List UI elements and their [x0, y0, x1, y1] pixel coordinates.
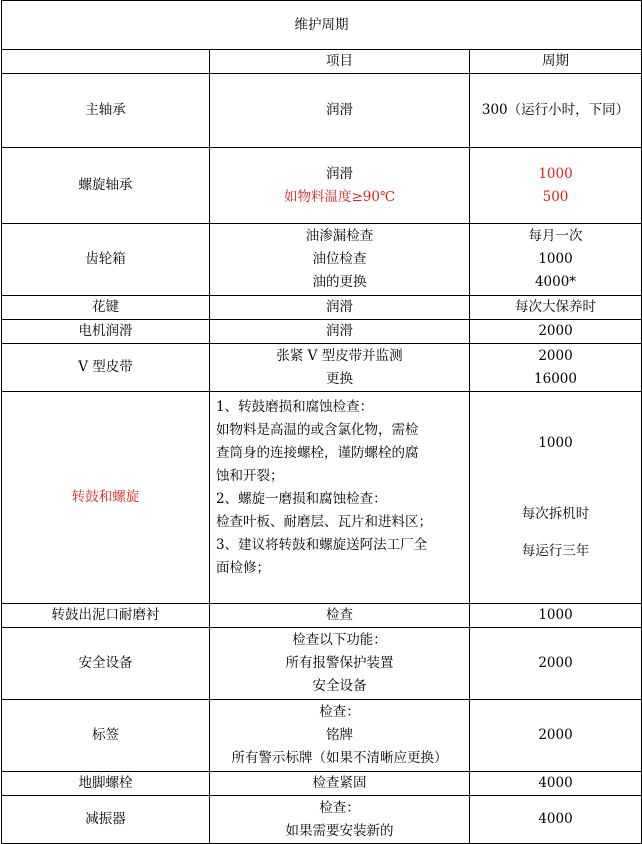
row-item: 检查： 铭牌 所有警示标牌（如果不清晰应更换） [210, 700, 470, 772]
row-item: 油渗漏检查 油位检查 油的更换 [210, 224, 470, 296]
row-cycle: 每次大保养时 [470, 296, 642, 320]
header-blank [2, 50, 210, 74]
row-name: 电机润滑 [2, 320, 210, 344]
header-item: 项目 [210, 50, 470, 74]
highlight-text: 500 [542, 188, 569, 205]
row-item: 检查 [210, 604, 470, 628]
table-title: 维护周期 [2, 1, 642, 50]
table-row [2, 700, 642, 772]
row-cycle: 2000 [470, 700, 642, 772]
highlight-text: 如物料温度≥90℃ [283, 188, 396, 205]
table-row [2, 392, 642, 604]
row-name: 主轴承 [2, 74, 210, 148]
row-item: 润滑 [210, 74, 470, 148]
row-item: 检查紧固 [210, 772, 470, 796]
table-row [2, 796, 642, 844]
maintenance-table [1, 0, 642, 844]
table-row [2, 344, 642, 392]
row-item: 1、转鼓磨损和腐蚀检查： 如物料是高温的或含氯化物，需检 查筒身的连接螺栓，谨防螺栓的腐 蚀和开裂； 2、螺旋一磨损和腐蚀检查： 检查叶板、耐磨层、瓦片和进料区； 3、建议将转鼓和螺旋送阿法工厂全 面检修； [210, 392, 470, 604]
row-item: 润滑 [210, 296, 470, 320]
row-cycle: 4000 [470, 796, 642, 844]
header-cycle: 周期 [470, 50, 642, 74]
row-cycle: 2000 [470, 628, 642, 700]
row-cycle [470, 148, 642, 224]
row-name: 花键 [2, 296, 210, 320]
row-name: 安全设备 [2, 628, 210, 700]
row-item: 润滑 [210, 320, 470, 344]
row-cycle: 2000 16000 [470, 344, 642, 392]
row-cycle: 4000 [470, 772, 642, 796]
table-row [2, 296, 642, 320]
row-name: 转鼓和螺旋 [2, 392, 210, 604]
row-name: 螺旋轴承 [2, 148, 210, 224]
row-item: 张紧 V 型皮带并监测 更换 [210, 344, 470, 392]
row-cycle: 每月一次 1000 4000* [470, 224, 642, 296]
table-row [2, 320, 642, 344]
row-name: 转鼓出泥口耐磨衬 [2, 604, 210, 628]
row-item: 润滑 如物料温度≥90℃ [210, 148, 470, 224]
row-name: 标签 [2, 700, 210, 772]
table-row [2, 604, 642, 628]
row-cycle: 1000 [470, 604, 642, 628]
table-row [2, 772, 642, 796]
row-cycle: 1000 每次拆机时 每运行三年 [470, 392, 642, 604]
row-item: 检查以下功能： 所有报警保护装置 安全设备 [210, 628, 470, 700]
table-row [2, 224, 642, 296]
table-row [2, 148, 642, 224]
row-item: 检查： 如果需要安装新的 [210, 796, 470, 844]
row-cycle: 2000 [470, 320, 642, 344]
highlight-text: 1000 [538, 165, 573, 182]
table-row [2, 628, 642, 700]
row-cycle: 300（运行小时，下同） [470, 74, 642, 148]
table-row [2, 74, 642, 148]
row-name: 减振器 [2, 796, 210, 844]
row-name: 地脚螺栓 [2, 772, 210, 796]
row-name: V 型皮带 [2, 344, 210, 392]
row-name: 齿轮箱 [2, 224, 210, 296]
